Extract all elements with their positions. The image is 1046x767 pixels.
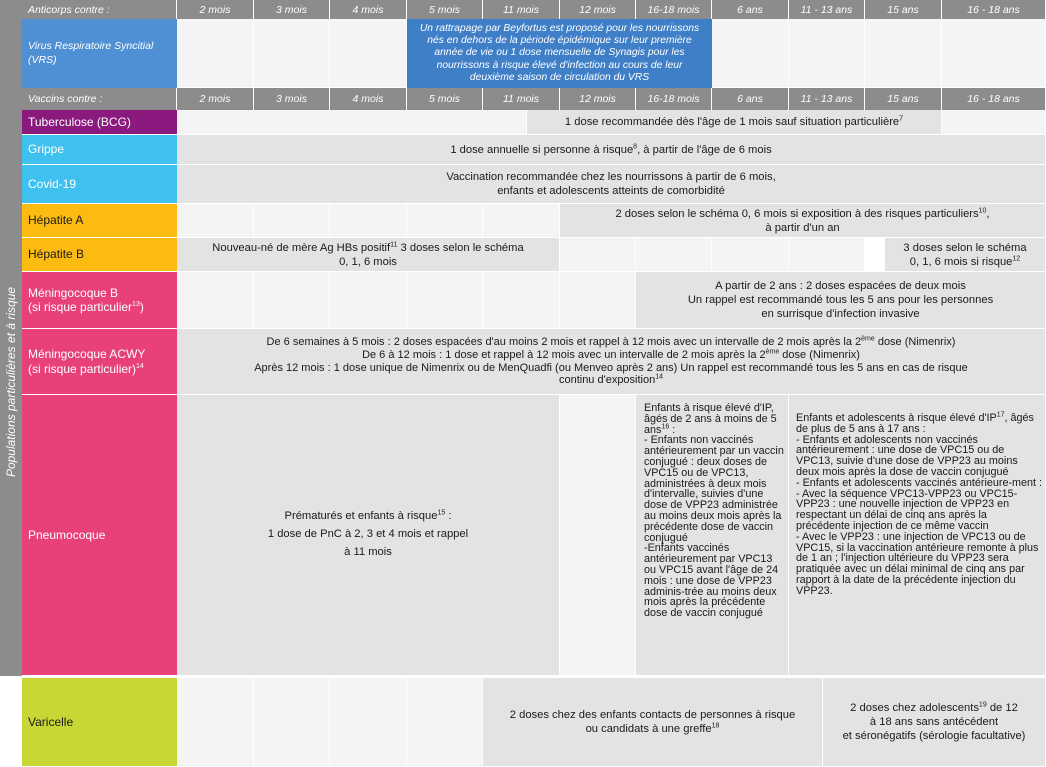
header1-col: 15 ans: [865, 0, 942, 19]
empty-cell: [177, 272, 254, 329]
rsv-cell: [942, 19, 1046, 88]
side-label-bar: [0, 88, 22, 676]
header1-col: 16-18 mois: [636, 0, 712, 19]
rsv-cell: [177, 19, 254, 88]
header2-col: 3 mois: [254, 88, 330, 110]
row-label-hepatite-a: Hépatite A: [22, 204, 177, 238]
grippe-text: 1 dose annuelle si personne à risque$^8$, à partir de l'âge de 6 mois: [177, 135, 1046, 165]
empty-cell: [483, 272, 560, 329]
row-label-grippe: Grippe: [22, 135, 177, 165]
header2-col: 11 mois: [483, 88, 560, 110]
header1-col: 12 mois: [560, 0, 636, 19]
empty-cell: [407, 678, 483, 767]
header1-col: 11 - 13 ans: [789, 0, 865, 19]
empty-cell: [177, 678, 254, 767]
header1-col: 16 - 18 ans: [942, 0, 1046, 19]
rsv-cell: [789, 19, 865, 88]
header1-col: 2 mois: [177, 0, 254, 19]
meningocoque-acwy-text: De 6 semaines à 5 mois : 2 doses espacées d'au moins 2 mois et rappel à 12 mois avec un intervalle de 2 mois après la 2ème dose (Nimenrix) De 6 à 12 mois : 1 dose et rappel à 12 mois avec un intervalle de 2 mois après la 2ème dose (Nimenrix) Après 12 mois : 1 dose unique de Nimenrix ou de MenQuadfi (ou Menveo après 2 ans) Un rappel est recommandé tous les 5 ans en cas de risque continu d'exposition$^{14}$: [177, 329, 1046, 395]
header2-col: 15 ans: [865, 88, 942, 110]
empty-cell: [560, 395, 636, 676]
header1-col: 3 mois: [254, 0, 330, 19]
row-label-meningocoque-b: Méningocoque B (si risque particulier$^{13}$): [22, 272, 177, 329]
header2-col: 12 mois: [560, 88, 636, 110]
header2-col: 11 - 13 ans: [789, 88, 865, 110]
empty-cell: [712, 238, 789, 272]
pneumocoque-main-text: Prématurés et enfants à risque$^{15}$ : 1 dose de PnC à 2, 3 et 4 mois et rappel à 11 mois: [177, 395, 560, 676]
hepatite-b-left-text: Nouveau-né de mère Ag HBs positif$^{11}$ 3 doses selon le schéma 0, 1, 6 mois: [177, 238, 560, 272]
row-label-covid: Covid-19: [22, 165, 177, 204]
header2-col: 6 ans: [712, 88, 789, 110]
hepatite-b-right-text: 3 doses selon le schéma 0, 1, 6 mois si risque$^{12}$: [885, 238, 1046, 272]
rsv-label: Virus Respiratoire Syncitial (VRS): [22, 19, 177, 88]
header2-col: 5 mois: [407, 88, 483, 110]
empty-cell: [636, 238, 712, 272]
pneumocoque-mid-text: Enfants à risque élevé d'IP, âgés de 2 ans à moins de 5 ans$^{16}$ : - Enfants non vaccinés antérieurement par un vaccin conjugué : deux doses de VPC15 ou de VPC13, administrées à deux mois d'intervalle, suivies d'une dose de VPP23 administrée au moins deux mois après la précédente dose de vaccin conjugué -Enfants vaccinés antérieurement par VPC13 ou VPC15 avant l'âge de 24 mois : une dose de VPP23 adminis-trée au moins deux mois après la précédente dose de vaccin conjugué: [636, 395, 789, 676]
covid-text: Vaccination recommandée chez les nourrissons à partir de 6 mois, enfants et adolescents atteints de comorbidité: [177, 165, 1046, 204]
header2-col: 16 - 18 ans: [942, 88, 1046, 110]
rsv-note: Un rattrapage par Beyfortus est proposé pour les nourrissons nés en dehors de la période épidémique sur leur première année de vie ou 1 dose mensuelle de Synagis pour les nourrissons à risque élevé d'infection au cours de leur deuxième saison de circulation du VRS: [407, 19, 712, 88]
empty-cell: [560, 238, 636, 272]
header1-col: 5 mois: [407, 0, 483, 19]
header1-col: 6 ans: [712, 0, 789, 19]
meningocoque-b-text: A partir de 2 ans : 2 doses espacées de deux mois Un rappel est recommandé tous les 5 ans pour les personnes en surrisque d'infection invasive: [636, 272, 1046, 329]
hepatite-a-text: 2 doses selon le schéma 0, 6 mois si exposition à des risques particuliers$^{10}$, à partir d'un an: [560, 204, 1046, 238]
row-label-hepatite-b: Hépatite B: [22, 238, 177, 272]
pneumocoque-right-text: Enfants et adolescents à risque élevé d'IP$^{17}$, âgés de plus de 5 ans à 17 ans : - Enfants et adolescents non vaccinés antérieurement : une dose de VPC15 ou de VPC13, suivie d'une dose de VPP23 au moins deux mois après la dose de vaccin conjugué - Enfants et adolescents vaccinés antérieure-ment : - Avec la séquence VPC13-VPP23 ou VPC15-VPP23 : une nouvelle injection de VPP23 en respectant un délai de cinq ans après la précédente injection de ce même vaccin - Avec le VPP23 : une injection de VPC13 ou de VPC15, si la vaccination antérieure remonte à plus de 1 an ; l'injection ultérieure du VPP23 sera pratiquée avec un délai minimal de cinq ans par rapport à la date de la précédente injection du VPP23.: [789, 395, 1046, 676]
empty-cell: [789, 238, 865, 272]
header1-label: Anticorps contre :: [22, 0, 177, 19]
side-label: Populations particulières et à risque: [4, 286, 18, 478]
rsv-cell: [254, 19, 330, 88]
varicelle-mid-text: 2 doses chez des enfants contacts de personnes à risque ou candidats à une greffe$^{18}$: [483, 678, 823, 767]
header2-label: Vaccins contre :: [22, 88, 177, 110]
varicelle-right-text: 2 doses chez adolescents$^{19}$ de 12 à 18 ans sans antécédent et séronégatifs (sérologie facultative): [823, 678, 1046, 767]
empty-cell: [330, 204, 407, 238]
header1-col: 4 mois: [330, 0, 407, 19]
empty-cell: [407, 204, 483, 238]
empty-cell: [177, 110, 527, 135]
header1-col: 11 mois: [483, 0, 560, 19]
empty-cell: [560, 272, 636, 329]
left-strip-rsv: [0, 0, 22, 88]
row-label-meningocoque-acwy: Méningocoque ACWY (si risque particulier)$^{14}$: [22, 329, 177, 395]
empty-cell: [254, 272, 330, 329]
header2-col: 16-18 mois: [636, 88, 712, 110]
empty-cell: [330, 678, 407, 767]
empty-cell: [942, 110, 1046, 135]
row-label-bcg: Tuberculose (BCG): [22, 110, 177, 135]
rsv-cell: [330, 19, 407, 88]
empty-cell: [330, 272, 407, 329]
rsv-cell: [865, 19, 942, 88]
empty-cell: [177, 204, 254, 238]
row-label-pneumocoque: Pneumocoque: [22, 395, 177, 676]
rsv-cell: [712, 19, 789, 88]
empty-cell: [254, 678, 330, 767]
empty-cell: [483, 204, 560, 238]
header2-col: 2 mois: [177, 88, 254, 110]
empty-cell: [407, 272, 483, 329]
header2-col: 4 mois: [330, 88, 407, 110]
empty-cell: [254, 204, 330, 238]
row-label-varicelle: Varicelle: [22, 678, 177, 767]
bcg-text: 1 dose recommandée dès l'âge de 1 mois sauf situation particulière$^7$: [527, 110, 942, 135]
